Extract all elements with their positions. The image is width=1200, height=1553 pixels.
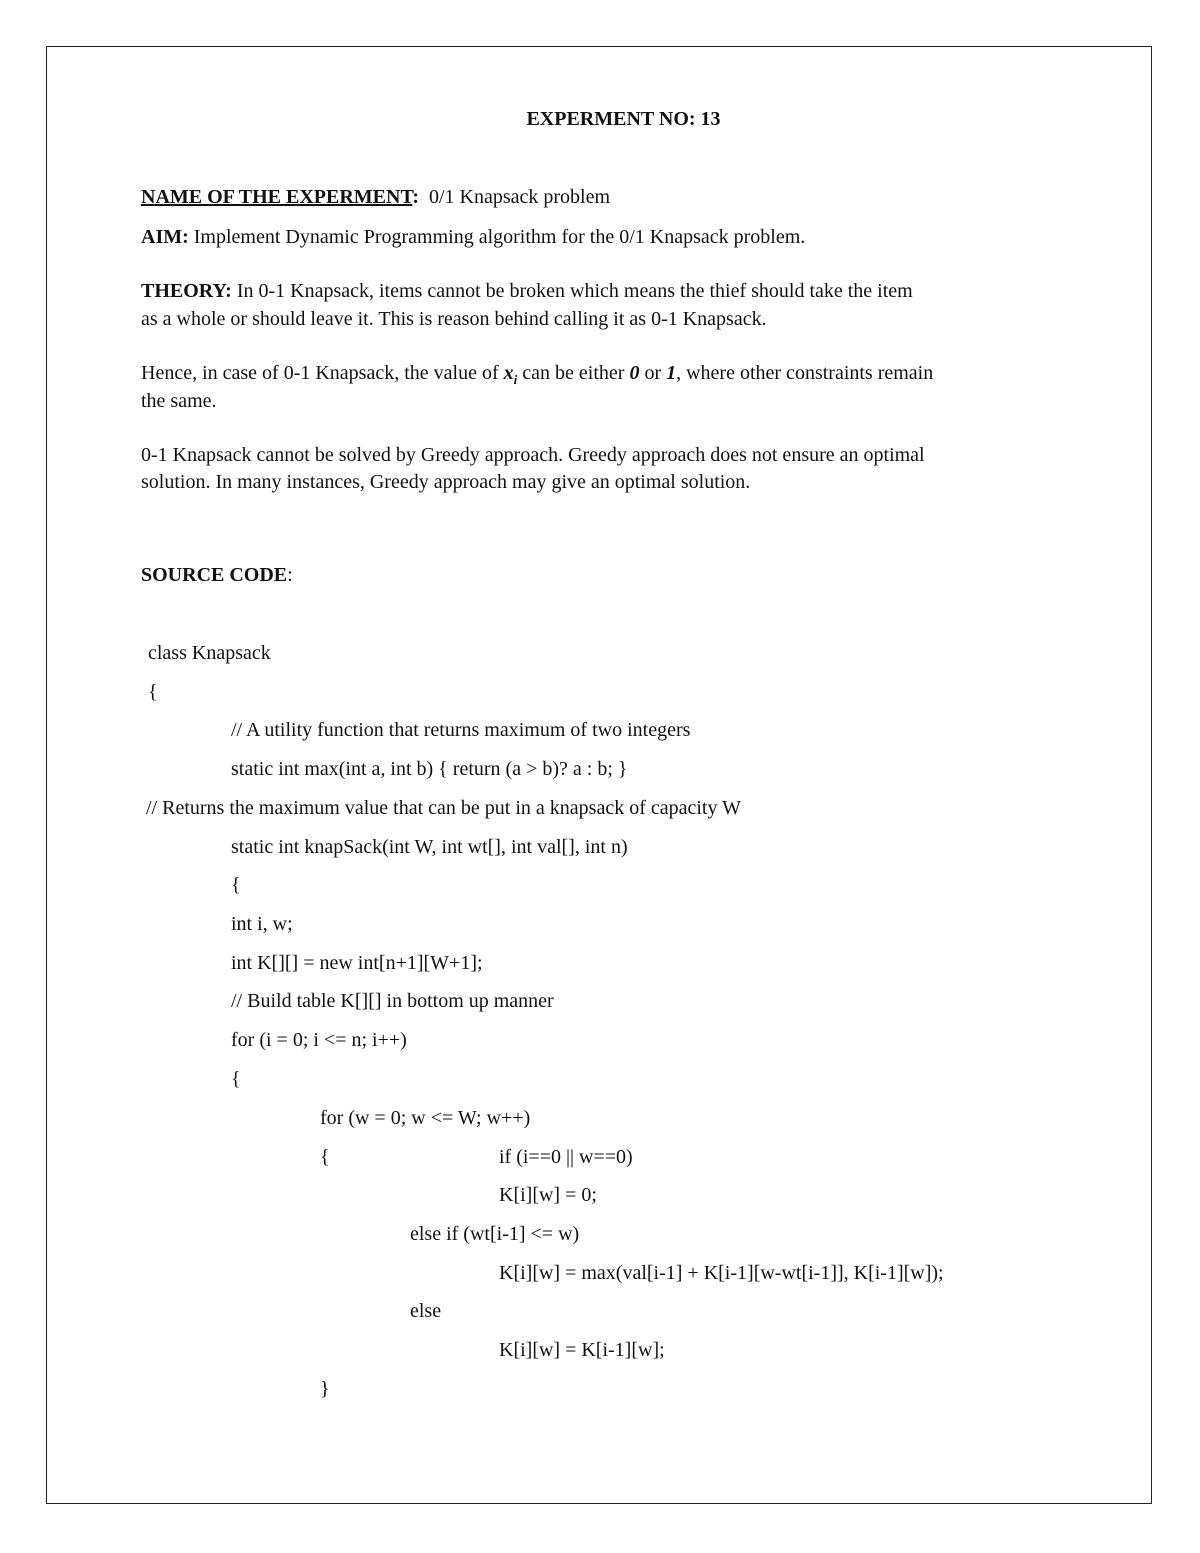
code-line-13: for (w = 0; w <= W; w++) xyxy=(320,1107,531,1129)
code-line-2: { xyxy=(148,681,158,703)
greedy-line-2: solution. In many instances, Greedy approach may give an optimal solution. xyxy=(141,471,751,493)
hence-var: x xyxy=(503,362,514,384)
hence-mid1: can be either xyxy=(517,362,630,384)
experiment-name-line xyxy=(141,184,610,210)
theory-label: THEORY: xyxy=(141,280,232,302)
source-code-heading xyxy=(141,562,293,588)
hence-pre: Hence, in case of 0-1 Knapsack, the value of xyxy=(141,362,504,384)
hence-line-1 xyxy=(141,360,933,393)
code-line-14-brace: { xyxy=(320,1146,330,1168)
code-line-8: int i, w; xyxy=(231,913,293,935)
hence-post: , where other constraints remain xyxy=(676,362,934,384)
aim-line xyxy=(141,224,805,250)
hence-mid2: or xyxy=(639,362,667,384)
code-line-5: // Returns the maximum value that can be put in a knapsack of capacity W xyxy=(146,797,741,819)
code-line-4: static int max(int a, int b) { return (a > b)? a : b; } xyxy=(231,758,628,780)
hence-line-2: the same. xyxy=(141,390,217,412)
code-line-10: // Build table K[][] in bottom up manner xyxy=(231,990,554,1012)
code-line-6: static int knapSack(int W, int wt[], int val[], int n) xyxy=(231,836,628,858)
source-code-colon: : xyxy=(287,564,293,586)
code-line-14-if: if (i==0 || w==0) xyxy=(499,1146,633,1168)
code-line-18: else xyxy=(410,1300,442,1322)
aim-value: Implement Dynamic Programming algorithm for the 0/1 Knapsack problem. xyxy=(193,226,806,248)
theory-line-1 xyxy=(141,278,913,304)
code-line-1: class Knapsack xyxy=(148,642,271,664)
greedy-line-1: 0-1 Knapsack cannot be solved by Greedy approach. Greedy approach does not ensure an optimal xyxy=(141,444,925,466)
experiment-title: EXPERMENT NO: 13 xyxy=(526,108,721,130)
code-line-12: { xyxy=(231,1068,241,1090)
experiment-name-colon: : xyxy=(412,186,419,208)
code-line-9: int K[][] = new int[n+1][W+1]; xyxy=(231,952,483,974)
hence-zero: 0 xyxy=(629,362,640,384)
aim-label: AIM: xyxy=(141,226,189,248)
theory-text-1: In 0-1 Knapsack, items cannot be broken which means the thief should take the item xyxy=(236,280,913,302)
theory-line-2: as a whole or should leave it. This is reason behind calling it as 0-1 Knapsack. xyxy=(141,308,767,330)
code-line-20: } xyxy=(320,1378,330,1400)
code-line-15: K[i][w] = 0; xyxy=(499,1184,597,1206)
code-line-19: K[i][w] = K[i-1][w]; xyxy=(499,1339,665,1361)
code-line-7: { xyxy=(231,874,241,896)
hence-one: 1 xyxy=(666,362,677,384)
code-line-3: // A utility function that returns maximum of two integers xyxy=(231,719,691,741)
code-line-16: else if (wt[i-1] <= w) xyxy=(410,1223,580,1245)
experiment-name-label: NAME OF THE EXPERMENT xyxy=(141,186,413,208)
code-line-17: K[i][w] = max(val[i-1] + K[i-1][w-wt[i-1]], K[i-1][w]); xyxy=(499,1262,944,1284)
experiment-name-value: 0/1 Knapsack problem xyxy=(428,186,611,208)
code-line-11: for (i = 0; i <= n; i++) xyxy=(231,1029,407,1051)
source-code-label: SOURCE CODE xyxy=(141,564,288,586)
hence-sub: i xyxy=(513,372,518,387)
